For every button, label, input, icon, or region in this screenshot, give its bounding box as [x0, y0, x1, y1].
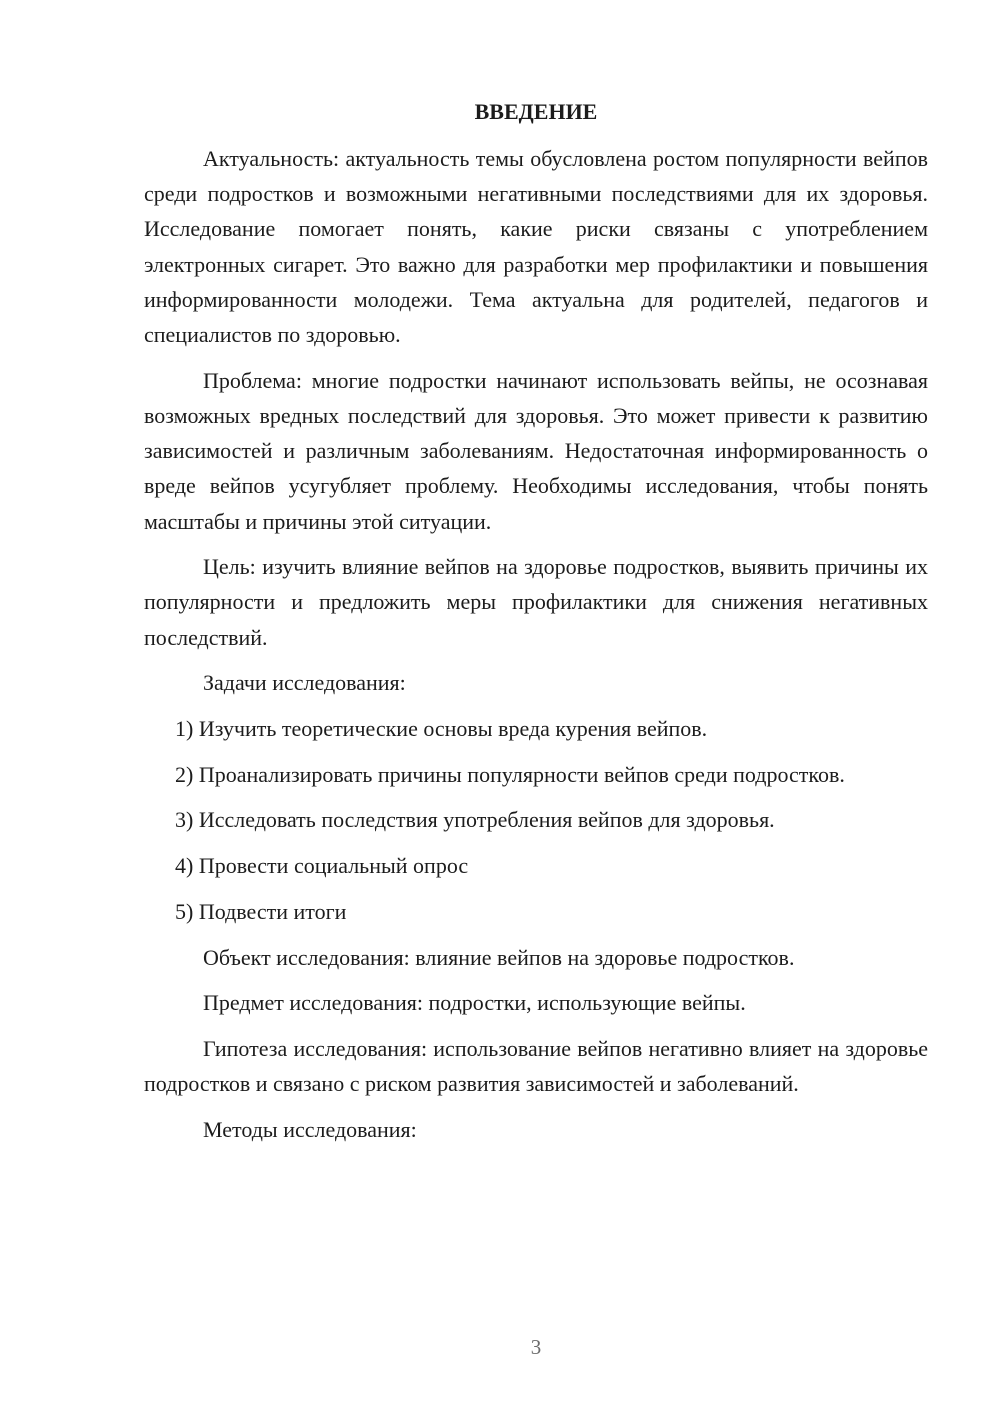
paragraph-relevance: Актуальность: актуальность темы обусловлена ростом популярности вейпов среди подростков и возможными негативными последствиями для их здоровья. Исследование помогает понять, какие риски связаны с употреблением электронных сигарет. Это важно для разработки мер профилактики и повышения информированности молодежи. Тема актуальна для родителей, педагогов и специалистов по здоровью.	[144, 146, 928, 348]
task-item-3: 3) Исследовать последствия употребления вейпов для здоровья.	[175, 807, 775, 833]
page-content	[144, 94, 928, 1158]
paragraph-object: Объект исследования: влияние вейпов на здоровье подростков.	[203, 944, 795, 970]
paragraph-hypothesis: Гипотеза исследования: использование вейпов негативно влияет на здоровье подростков и связано с риском развития зависимостей и заболеваний.	[144, 1035, 928, 1097]
methods-title: Методы исследования:	[203, 1116, 417, 1142]
paragraph-subject: Предмет исследования: подростки, использующие вейпы.	[203, 990, 746, 1016]
paragraph-problem: Проблема: многие подростки начинают использовать вейпы, не осознавая возможных вредных последствий для здоровья. Это может привести к развитию зависимостей и различным заболеваниям. Недостаточная информированность о вреде вейпов усугубляет проблему. Необходимы исследования, чтобы понять масштабы и причины этой ситуации.	[144, 367, 928, 534]
task-item-5: 5) Подвести итоги	[175, 898, 347, 924]
section-heading: ВВЕДЕНИЕ	[474, 99, 598, 124]
tasks-title: Задачи исследования:	[203, 670, 406, 696]
paragraph-goal: Цель: изучить влияние вейпов на здоровье подростков, выявить причины их популярности и предложить меры профилактики для снижения негативных последствий.	[144, 554, 928, 650]
task-item-1: 1) Изучить теоретические основы вреда курения вейпов.	[175, 716, 708, 742]
page-number: 3	[530, 1335, 542, 1359]
task-item-2: 2) Проанализировать причины популярности вейпов среди подростков.	[175, 761, 845, 787]
task-item-4: 4) Провести социальный опрос	[175, 853, 469, 879]
